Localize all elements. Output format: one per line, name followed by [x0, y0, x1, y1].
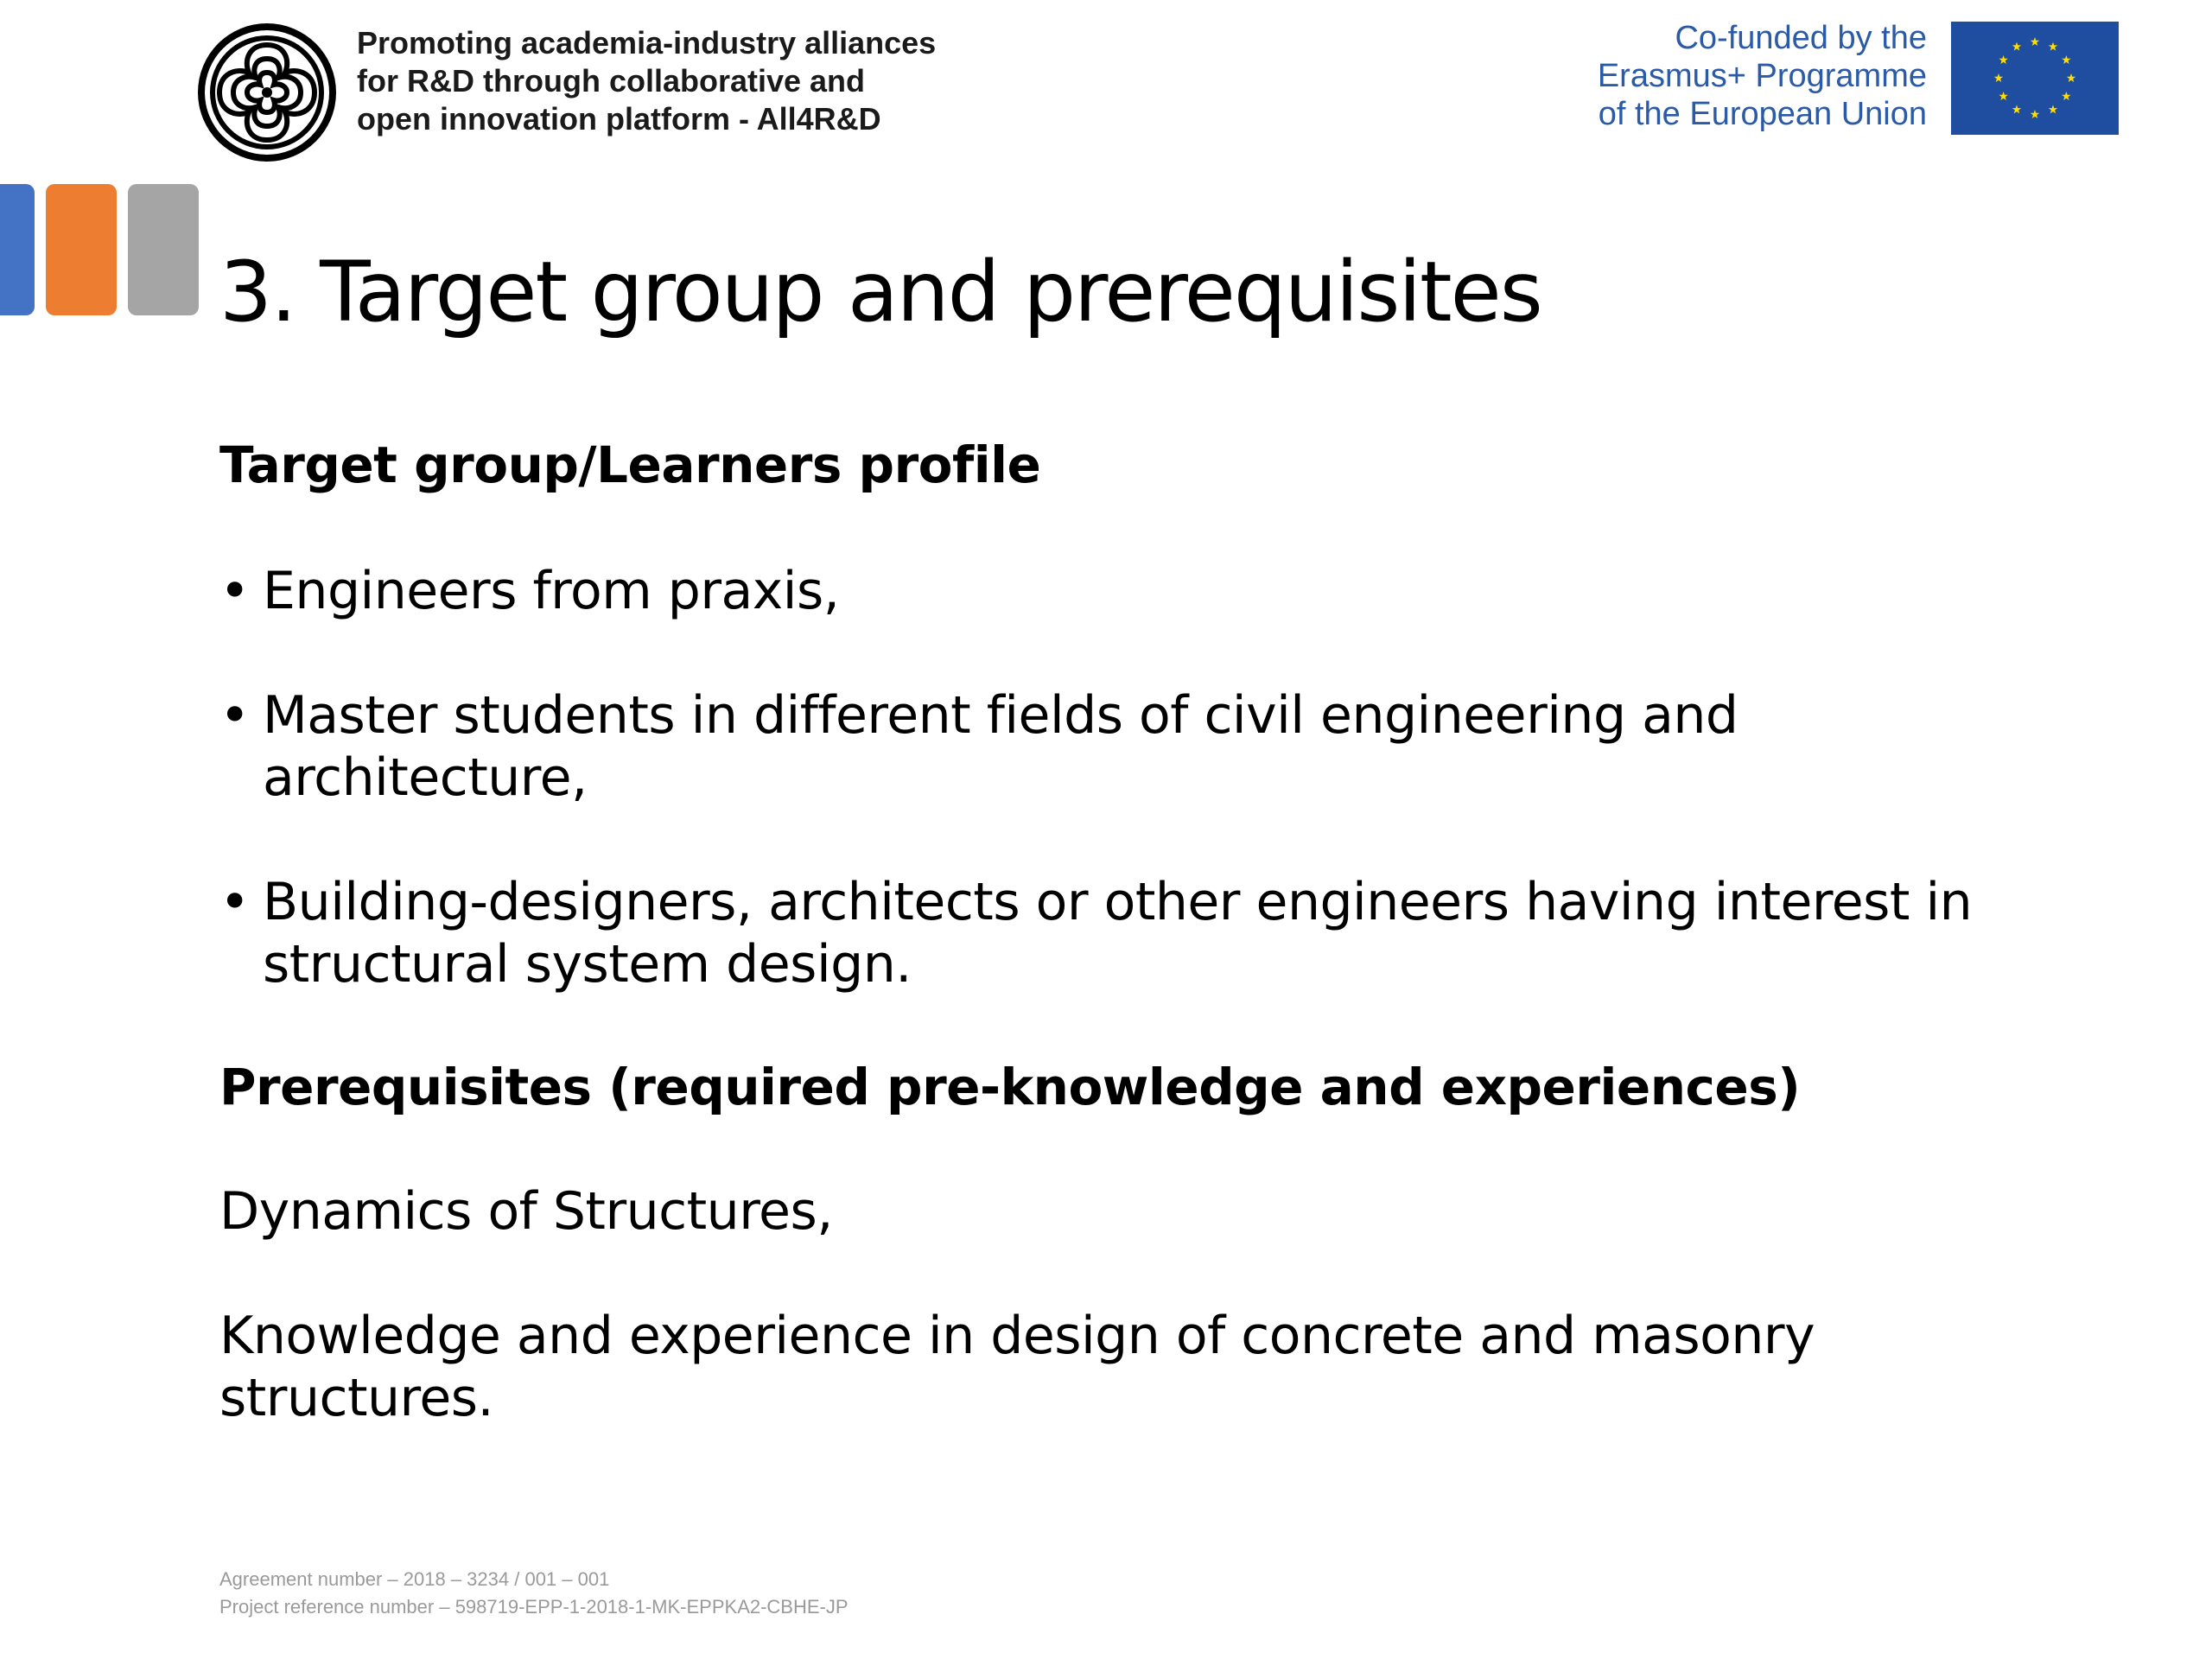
eu-star-icon	[2049, 42, 2057, 51]
page-title: 3. Target group and prerequisites	[219, 244, 1541, 340]
eu-star-icon	[2031, 110, 2039, 118]
target-group-heading: Target group/Learners profile	[219, 435, 1041, 494]
decorative-bar-gray	[128, 184, 199, 315]
eu-star-icon	[1999, 55, 2007, 64]
eu-star-icon	[2062, 55, 2070, 64]
list-item-text: Engineers from praxis,	[263, 561, 840, 621]
target-group-list	[219, 560, 2120, 1058]
bullet-icon: •	[219, 872, 250, 932]
list-item-text: Building-designers, architects or other engineers having interest in structural system design.	[263, 872, 1973, 995]
eu-star-icon	[2049, 105, 2057, 113]
eu-star-icon	[2031, 37, 2039, 46]
list-item	[219, 871, 2120, 995]
eu-star-icon	[2062, 92, 2070, 100]
prerequisites-heading: Prerequisites (required pre-knowledge and experiences)	[219, 1058, 1801, 1116]
decorative-bar-blue	[0, 184, 35, 315]
list-item-text: Master students in different fields of civil engineering and architecture,	[263, 685, 1738, 808]
eu-star-icon	[2012, 42, 2021, 51]
agreement-number: Agreement number – 2018 – 3234 / 001 – 001	[219, 1568, 610, 1590]
tagline-line-1: Promoting academia-industry alliances	[357, 25, 937, 60]
eu-flag-icon	[1951, 22, 2119, 135]
eu-star-icon	[1999, 92, 2007, 100]
prerequisite-item: Knowledge and experience in design of concrete and masonry structures.	[219, 1306, 1815, 1428]
list-item	[219, 684, 2120, 809]
cofunding-line-1: Co-funded by the	[1675, 20, 1927, 56]
project-reference-number: Project reference number – 598719-EPP-1-2018-1-MK-EPPKA2-CBHE-JP	[219, 1596, 849, 1618]
eu-star-icon	[2067, 73, 2075, 82]
list-item	[219, 560, 2120, 622]
bullet-icon: •	[219, 685, 250, 746]
prerequisite-item: Dynamics of Structures,	[219, 1181, 833, 1242]
cofunding-line-2: Erasmus+ Programme	[1597, 58, 1927, 94]
eu-star-icon	[1994, 73, 2003, 82]
concentric-cross-logo-icon	[195, 21, 339, 164]
tagline-line-3: open innovation platform - All4R&D	[357, 101, 881, 137]
decorative-bar-orange	[46, 184, 117, 315]
project-tagline	[357, 24, 1014, 138]
bullet-icon: •	[219, 561, 250, 621]
eu-star-icon	[2012, 105, 2021, 113]
tagline-line-2: for R&D through collaborative and	[357, 63, 866, 99]
footer	[219, 1566, 849, 1621]
cofunding-line-3: of the European Union	[1598, 96, 1927, 132]
cofunding-statement	[1443, 19, 1927, 133]
